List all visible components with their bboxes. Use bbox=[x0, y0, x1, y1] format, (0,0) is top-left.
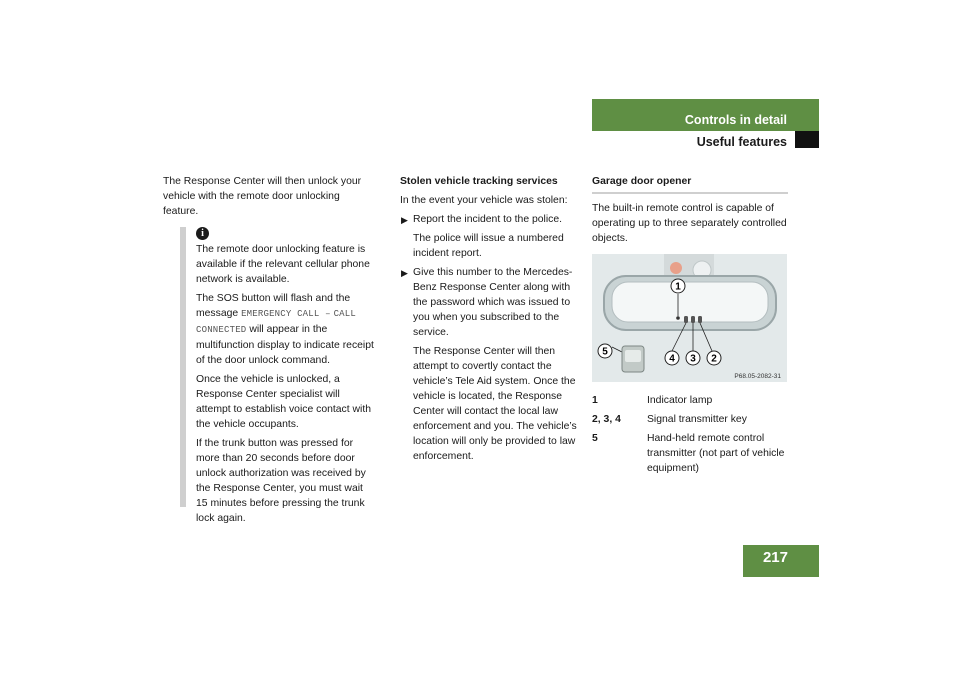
section-subtitle: Useful features bbox=[696, 135, 787, 149]
garage-intro: The built-in remote control is capable of operating up to three separately controlled objects. bbox=[592, 203, 787, 244]
section-title: Controls in detail bbox=[684, 113, 787, 127]
callout-2 bbox=[707, 351, 721, 365]
callout-1 bbox=[671, 279, 685, 293]
unlock-intro-text: The Response Center will then unlock your vehicle with the remote door unlocking feature. bbox=[163, 176, 362, 217]
bullet-item-1 bbox=[400, 212, 582, 227]
note-paragraph-1: The remote door unlocking feature is available if the relevant cellular phone network is available. bbox=[196, 244, 370, 285]
note-paragraph-3: Once the vehicle is unlocked, a Response Center specialist will attempt to establish voice contact with the vehicle occupants. bbox=[196, 374, 371, 430]
tracking-heading: Stolen vehicle tracking services bbox=[400, 176, 558, 187]
header-tab-marker bbox=[795, 131, 819, 148]
column-2 bbox=[400, 174, 582, 468]
legend-text: Signal transmitter key bbox=[647, 414, 747, 425]
transmitter-key-3 bbox=[691, 316, 695, 323]
rearview-mirror-diagram bbox=[592, 254, 787, 382]
callout-3 bbox=[686, 351, 700, 365]
callout-4-label: 4 bbox=[669, 353, 675, 365]
callout-4 bbox=[665, 351, 679, 365]
column-3 bbox=[592, 174, 788, 476]
transmitter-key-2 bbox=[698, 316, 702, 323]
bullet-1-text: Report the incident to the police. bbox=[413, 214, 563, 225]
indicator-lamp bbox=[676, 316, 680, 320]
legend-text: Hand-held remote control transmitter (not part of vehicle equipment) bbox=[647, 433, 785, 474]
bullet-2-detail: The Response Center will then attempt to covertly contact the vehicle’s Tele Aid system. Once the vehicle is located, the Response Center will contact the local law enforcement and you. The vehicle’s location will only be provided to law enforcement. bbox=[413, 346, 577, 462]
warning-lamp-icon bbox=[670, 262, 682, 274]
legend-key: 2, 3, 4 bbox=[592, 414, 621, 425]
handheld-remote-face bbox=[625, 350, 641, 362]
column-1 bbox=[163, 174, 373, 223]
bullet-1-detail: The police will issue a numbered incident report. bbox=[413, 233, 564, 259]
tracking-intro: In the event your vehicle was stolen: bbox=[400, 195, 568, 206]
note-p2-start: The SOS button will flash and the message bbox=[196, 293, 351, 319]
callout-5-label: 5 bbox=[602, 346, 608, 358]
bullet-arrow-icon: ▶ bbox=[401, 268, 408, 278]
display-message-1: EMERGENCY CALL – bbox=[241, 309, 331, 319]
figure-code: P68.05-2082-31 bbox=[734, 373, 781, 380]
callout-1-label: 1 bbox=[675, 281, 681, 293]
callout-2-label: 2 bbox=[711, 353, 717, 365]
callout-5 bbox=[598, 344, 612, 358]
legend-text: Indicator lamp bbox=[647, 395, 713, 406]
page-number: 217 bbox=[743, 545, 819, 577]
callout-3-label: 3 bbox=[690, 353, 696, 365]
display-message-2: CALL CONNECTED bbox=[196, 309, 356, 335]
note-p2-end: will appear in the multifunction display to indicate receipt of the door unlock command. bbox=[196, 324, 374, 366]
mirror-glass bbox=[612, 282, 768, 322]
bullet-item-2 bbox=[400, 265, 582, 340]
header-title-bar bbox=[592, 99, 819, 131]
transmitter-key-4 bbox=[684, 316, 688, 323]
note-paragraph-2 bbox=[196, 291, 375, 368]
info-note bbox=[180, 227, 375, 524]
bullet-arrow-icon: ▶ bbox=[401, 215, 408, 225]
legend-key: 5 bbox=[592, 433, 598, 444]
figure-legend bbox=[592, 393, 788, 476]
note-paragraph-4: If the trunk button was pressed for more than 20 seconds before door unlock authorization was received by the Response Center, you must wait 15 minutes before pressing the trunk lock again. bbox=[196, 438, 366, 524]
legend-key: 1 bbox=[592, 395, 598, 406]
info-icon: i bbox=[196, 227, 209, 240]
garage-heading: Garage door opener bbox=[592, 174, 788, 194]
bullet-2-text: Give this number to the Mercedes-Benz Response Center along with the password which was issued to you when you subscribed to the service. bbox=[413, 267, 573, 338]
